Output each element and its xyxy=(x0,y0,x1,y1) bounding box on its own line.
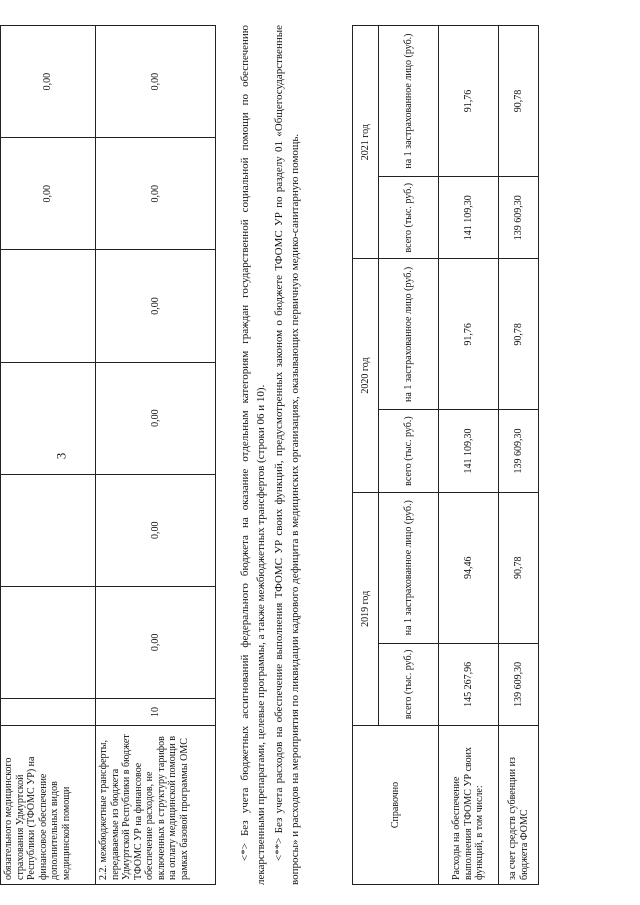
value-cell: 0,00 xyxy=(96,138,216,250)
value-cell: 0,00 xyxy=(96,362,216,474)
value-cell: 139 609,30 xyxy=(499,410,539,492)
row-label: обязательного медицинского страхования Удмуртской Республики (ТФОМС УР) на финансовое обеспечение дополнительных видов медицинской помощи xyxy=(1,726,96,885)
value-cell: 0,00 xyxy=(96,474,216,586)
rotated-content xyxy=(0,25,590,885)
row-label: 2.2. межбюджетные трансферты, передаваемые из бюджета Удмуртской Республики в бюджет ТФОМС УР на финансовое обеспечение расходов, не включенных в структуру тарифов на оплату медицинской помощи в рамках базовой программы ОМС xyxy=(96,726,216,885)
year-header: 2019 год xyxy=(353,492,379,725)
column-header: на 1 застрахованное лицо (руб.) xyxy=(379,26,439,177)
value-cell: 90,78 xyxy=(499,26,539,177)
row-number: 10 xyxy=(96,699,216,726)
column-header: всего (тыс. руб.) xyxy=(379,410,439,492)
table-row xyxy=(499,26,539,885)
value-cell: 141 109,30 xyxy=(439,177,499,259)
footnotes xyxy=(238,25,306,885)
value-cell: 139 609,30 xyxy=(499,177,539,259)
value-cell: 90,78 xyxy=(499,259,539,410)
table-header-row xyxy=(353,26,379,885)
value-cell: 91,76 xyxy=(439,26,499,177)
table-row xyxy=(96,26,216,885)
reference-table xyxy=(352,25,539,885)
column-header: на 1 застрахованное лицо (руб.) xyxy=(379,259,439,410)
value-cell: 94,46 xyxy=(439,492,499,643)
value-cell: 90,78 xyxy=(499,492,539,643)
row-label: за счет средств субвенции из бюджета ФОМС xyxy=(499,726,539,885)
column-header: Справочно xyxy=(353,726,439,885)
value-cell: 0,00 xyxy=(96,26,216,138)
value-cell: 145 267,96 xyxy=(439,643,499,725)
table-row xyxy=(439,26,499,885)
column-header: всего (тыс. руб.) xyxy=(379,177,439,259)
column-header: на 1 застрахованное лицо (руб.) xyxy=(379,492,439,643)
footnote: <*> Без учета бюджетных ассигнований федерального бюджета на оказание отдельным категориям граждан государственной социальной помощи по обеспечению лекарственными препаратами, целевые программы, а также межбюджетных трансфертов (строки 06 и 10). xyxy=(239,25,267,885)
value-cell: 139 609,30 xyxy=(499,643,539,725)
value-cell: 0,00 xyxy=(96,250,216,362)
value-cell: 0,00 xyxy=(1,138,96,250)
value-cell: 141 109,30 xyxy=(439,410,499,492)
value-cell: 0,00 xyxy=(1,26,96,138)
table-row xyxy=(1,26,96,885)
row-label: Расходы на обеспечение выполнения ТФОМС УР своих функций, в том числе: xyxy=(439,726,499,885)
value-cell: 91,76 xyxy=(439,259,499,410)
footnote: <**> Без учета расходов на обеспечение выполнения ТФОМС УР своих функций, предусмотренных законом о бюджете ТФОМС УР по разделу 01 «Общегосударственные вопросы» и расходов на мероприятия по ликвидации кадрового дефицита в медицинских организациях, оказывающих первичную медико-санитарную помощь. xyxy=(272,25,301,885)
column-header: всего (тыс. руб.) xyxy=(379,643,439,725)
financing-table-continuation xyxy=(0,25,216,885)
year-header: 2021 год xyxy=(353,26,379,259)
page-number: 3 xyxy=(53,452,69,460)
value-cell: 0,00 xyxy=(96,586,216,698)
year-header: 2020 год xyxy=(353,259,379,492)
